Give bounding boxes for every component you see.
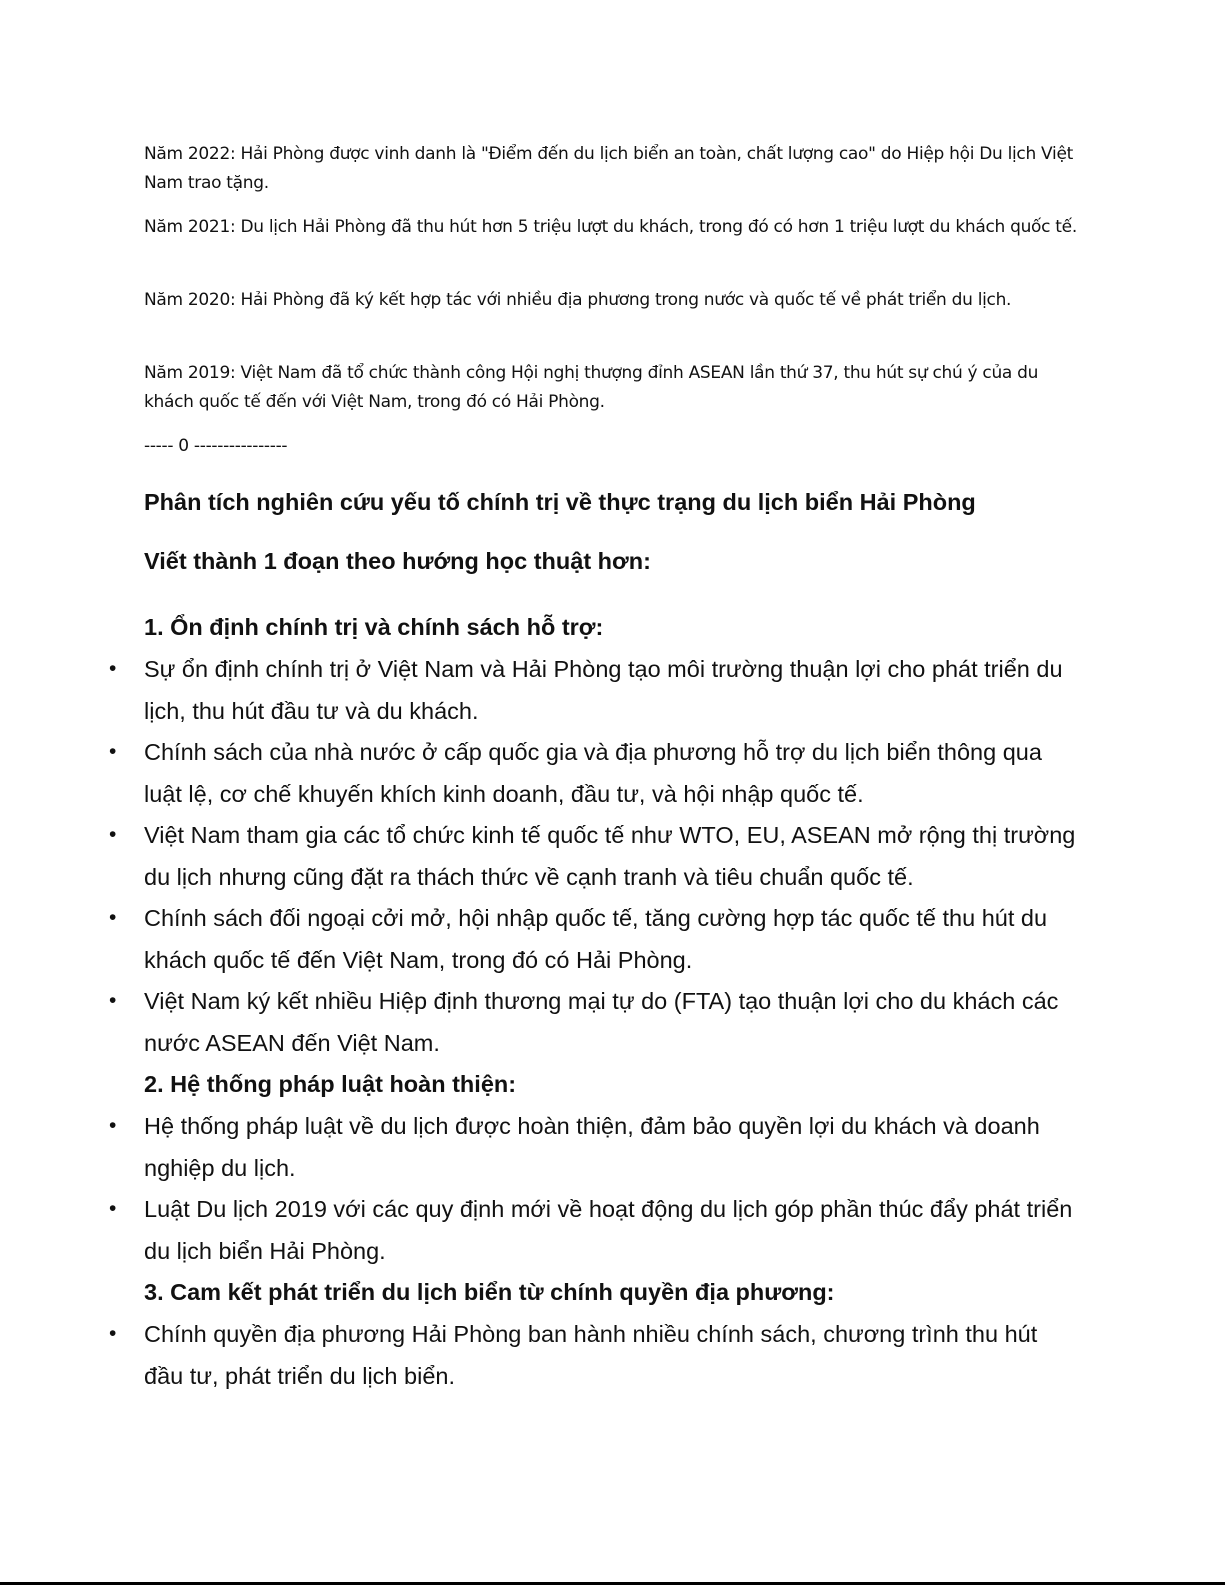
list-item-text: Chính sách của nhà nước ở cấp quốc gia và địa phương hỗ trợ du lịch biển thông qua luật lệ, cơ chế khuyến khích kinh doanh, đầu tư, và hội nhập quốc tế. bbox=[144, 739, 1042, 807]
list-item bbox=[109, 1105, 1079, 1189]
list-item-text: Chính sách đối ngoại cởi mở, hội nhập quốc tế, tăng cường hợp tác quốc tế thu hút du khách quốc tế đến Việt Nam, trong đó có Hải Phòng. bbox=[144, 905, 1048, 973]
section-heading-1: 1. Ổn định chính trị và chính sách hỗ trợ: bbox=[144, 614, 604, 640]
document-subtitle: Viết thành 1 đoạn theo hướng học thuật hơn: bbox=[144, 548, 651, 574]
section-heading-2: 2. Hệ thống pháp luật hoàn thiện: bbox=[144, 1071, 517, 1097]
list-item-text: Hệ thống pháp luật về du lịch được hoàn thiện, đảm bảo quyền lợi du khách và doanh nghiệp du lịch. bbox=[144, 1113, 1040, 1181]
bullet-icon: • bbox=[109, 740, 117, 763]
list-item-text: Chính quyền địa phương Hải Phòng ban hành nhiều chính sách, chương trình thu hút đầu tư, phát triển du lịch biển. bbox=[144, 1321, 1038, 1389]
list-item bbox=[109, 1188, 1079, 1272]
intro-paragraph-2019: Năm 2019: Việt Nam đã tổ chức thành công Hội nghị thượng đỉnh ASEAN lần thứ 37, thu hút sự chú ý của du khách quốc tế đến với Việt Nam, trong đó có Hải Phòng. bbox=[144, 363, 1039, 412]
intro-paragraph-2021: Năm 2021: Du lịch Hải Phòng đã thu hút hơn 5 triệu lượt du khách, trong đó có hơn 1 triệu lượt du khách quốc tế. bbox=[144, 217, 1077, 237]
list-item bbox=[109, 731, 1079, 815]
bullet-icon: • bbox=[109, 1322, 117, 1345]
section-divider: ----- 0 ---------------- bbox=[144, 436, 288, 456]
bullet-icon: • bbox=[109, 657, 117, 680]
bullet-icon: • bbox=[109, 906, 117, 929]
list-item-text: Việt Nam ký kết nhiều Hiệp định thương mại tự do (FTA) tạo thuận lợi cho du khách các nước ASEAN đến Việt Nam. bbox=[144, 988, 1059, 1056]
bullet-icon: • bbox=[109, 989, 117, 1012]
bullet-icon: • bbox=[109, 1114, 117, 1137]
list-item-text: Việt Nam tham gia các tổ chức kinh tế quốc tế như WTO, EU, ASEAN mở rộng thị trường du lịch nhưng cũng đặt ra thách thức về cạnh tranh và tiêu chuẩn quốc tế. bbox=[144, 822, 1076, 890]
list-item bbox=[109, 814, 1079, 898]
list-item bbox=[109, 897, 1079, 981]
section-heading-3: 3. Cam kết phát triển du lịch biển từ chính quyền địa phương: bbox=[144, 1279, 835, 1305]
bullet-icon: • bbox=[109, 823, 117, 846]
list-item bbox=[109, 980, 1079, 1064]
document-title: Phân tích nghiên cứu yếu tố chính trị về thực trạng du lịch biển Hải Phòng bbox=[144, 489, 976, 515]
list-item-text: Sự ổn định chính trị ở Việt Nam và Hải Phòng tạo môi trường thuận lợi cho phát triển du lịch, thu hút đầu tư và du khách. bbox=[144, 656, 1063, 724]
intro-paragraph-2022: Năm 2022: Hải Phòng được vinh danh là "Điểm đến du lịch biển an toàn, chất lượng cao" do Hiệp hội Du lịch Việt Nam trao tặng. bbox=[144, 144, 1073, 193]
intro-paragraph-2020: Năm 2020: Hải Phòng đã ký kết hợp tác với nhiều địa phương trong nước và quốc tế về phát triển du lịch. bbox=[144, 290, 1012, 310]
list-item bbox=[109, 1313, 1079, 1397]
list-item-text: Luật Du lịch 2019 với các quy định mới về hoạt động du lịch góp phần thúc đẩy phát triển du lịch biển Hải Phòng. bbox=[144, 1196, 1073, 1264]
list-item bbox=[109, 648, 1079, 732]
bullet-icon: • bbox=[109, 1197, 117, 1220]
